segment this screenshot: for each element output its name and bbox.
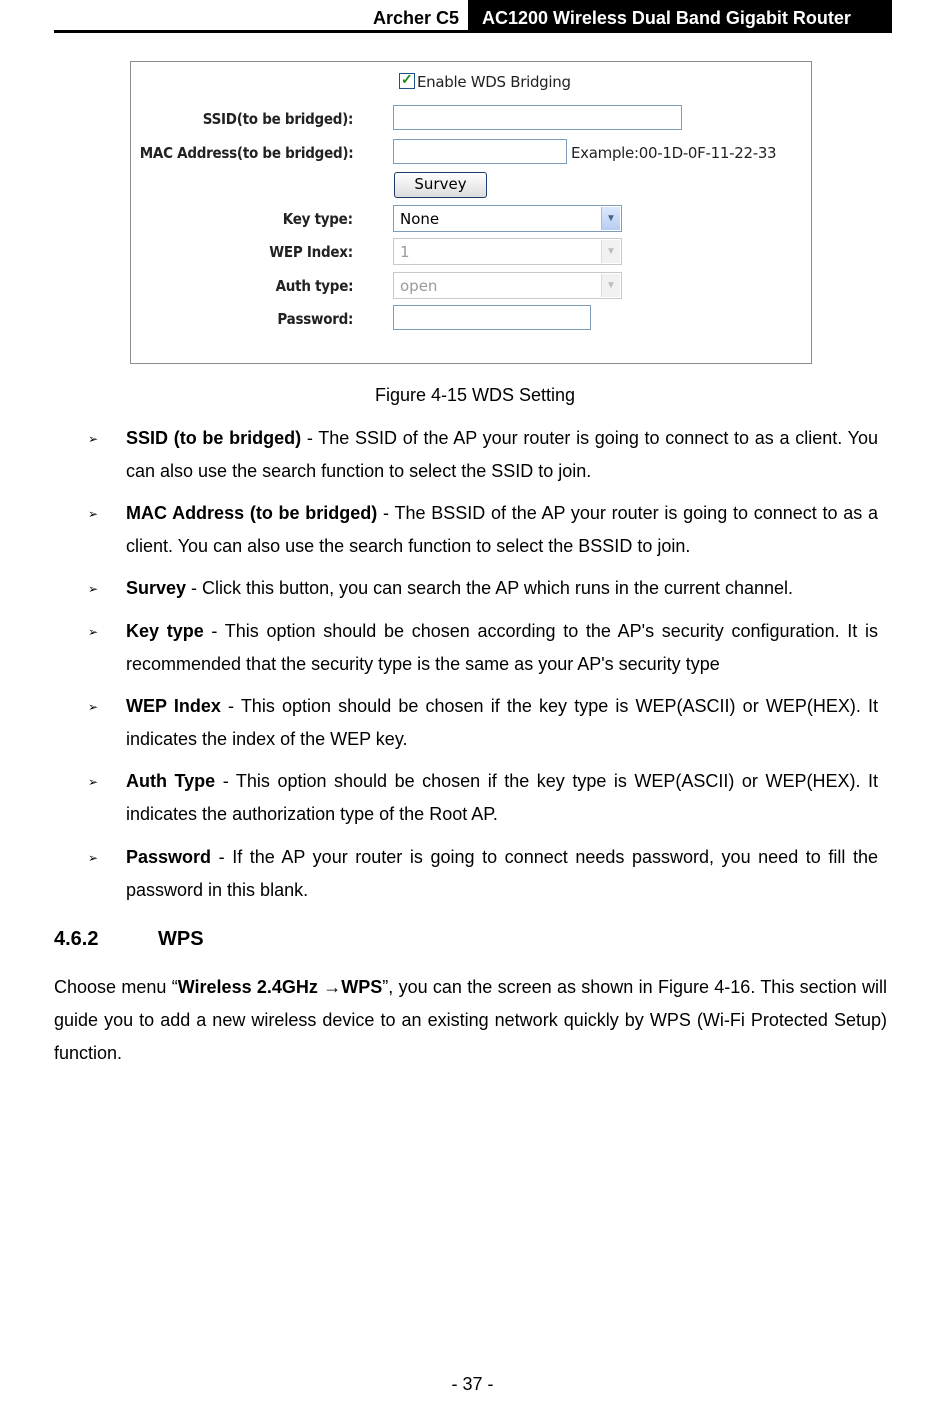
wps-intro-paragraph bbox=[54, 971, 887, 1070]
bullet-auth-type bbox=[126, 765, 878, 831]
bullet-arrow-icon: ➢ bbox=[88, 625, 99, 639]
ssid-label: SSID(to be bridged): bbox=[202, 110, 353, 128]
bullet-arrow-icon: ➢ bbox=[88, 432, 99, 446]
bullet-ssid bbox=[126, 422, 878, 488]
header-title-box bbox=[468, 0, 892, 33]
chevron-down-icon: ▼ bbox=[601, 207, 620, 230]
bullet-term: WEP Index bbox=[126, 696, 221, 716]
key-type-value: None bbox=[400, 210, 440, 228]
bullet-arrow-icon: ➢ bbox=[88, 507, 99, 521]
bullet-term: Auth Type bbox=[126, 771, 216, 791]
bullet-arrow-icon: ➢ bbox=[88, 582, 99, 596]
mac-example: Example:00-1D-0F-11-22-33 bbox=[571, 144, 777, 162]
bullet-term: Password bbox=[126, 847, 212, 867]
bullet-text: - This option should be chosen if the key type is WEP(ASCII) or WEP(HEX). It indicates the index of the WEP key. bbox=[126, 696, 878, 749]
header-title: AC1200 Wireless Dual Band Gigabit Router bbox=[482, 8, 851, 28]
bullet-wep-index bbox=[126, 690, 878, 756]
bullet-arrow-icon: ➢ bbox=[88, 851, 99, 865]
bullet-key-type bbox=[126, 615, 878, 681]
key-type-select[interactable] bbox=[393, 205, 622, 232]
bullet-text: - Click this button, you can search the AP which runs in the current channel. bbox=[186, 578, 794, 598]
bullet-term: Survey bbox=[126, 578, 187, 598]
section-title: WPS bbox=[158, 928, 204, 950]
key-type-label: Key type: bbox=[283, 210, 353, 228]
wep-index-select[interactable] bbox=[393, 238, 622, 265]
bullet-mac bbox=[126, 497, 878, 563]
password-label: Password: bbox=[277, 310, 353, 328]
mac-label: MAC Address(to be bridged): bbox=[139, 144, 353, 162]
body-suffix: ”, you can the screen as shown in Figure 4-16. This section will guide you to add a new wireless device to an existing network quickly by WPS (Wi-Fi Protected Setup) function. bbox=[54, 977, 887, 1063]
wds-settings-figure bbox=[130, 61, 812, 364]
bullet-text: - If the AP your router is going to connect needs password, you need to fill the password in this blank. bbox=[126, 847, 878, 900]
survey-button[interactable]: Survey bbox=[394, 172, 487, 198]
figure-caption: Figure 4-15 WDS Setting bbox=[374, 385, 576, 405]
bullet-text: - This option should be chosen according to the AP's security configuration. It is recommended that the security type is the same as your AP's security type bbox=[126, 621, 878, 674]
menu-path: Wireless 2.4GHz →WPS bbox=[177, 977, 383, 997]
chevron-down-icon: ▼ bbox=[601, 240, 620, 263]
page-number: - 37 - bbox=[451, 1374, 494, 1394]
enable-wds-label: Enable WDS Bridging bbox=[417, 73, 571, 91]
bullet-survey bbox=[126, 572, 878, 605]
wep-index-label: WEP Index: bbox=[269, 243, 353, 261]
bullet-term: SSID (to be bridged) bbox=[126, 428, 302, 448]
bullet-term: Key type bbox=[126, 621, 204, 641]
body-prefix: Choose menu “ bbox=[54, 977, 178, 997]
auth-type-label: Auth type: bbox=[275, 277, 353, 295]
auth-type-value: open bbox=[400, 277, 438, 295]
enable-wds-checkbox[interactable] bbox=[399, 73, 415, 89]
bullet-term: MAC Address (to be bridged) bbox=[126, 503, 378, 523]
bullet-arrow-icon: ➢ bbox=[88, 700, 99, 714]
checkmark-icon: ✓ bbox=[401, 71, 413, 87]
bullet-text: - The SSID of the AP your router is going to connect to as a client. You can also use the search function to select the SSID to join. bbox=[126, 428, 879, 481]
section-number: 4.6.2 bbox=[54, 928, 99, 950]
bullet-password bbox=[126, 841, 878, 907]
password-input[interactable] bbox=[393, 305, 591, 330]
bullet-text: - This option should be chosen if the key type is WEP(ASCII) or WEP(HEX). It indicates the authorization type of the Root AP. bbox=[126, 771, 878, 824]
mac-input[interactable] bbox=[393, 139, 567, 164]
bullet-arrow-icon: ➢ bbox=[88, 775, 99, 789]
header-model: Archer C5 bbox=[372, 8, 459, 28]
ssid-input[interactable] bbox=[393, 105, 682, 130]
auth-type-select[interactable] bbox=[393, 272, 622, 299]
page-header bbox=[54, 0, 892, 34]
chevron-down-icon: ▼ bbox=[601, 274, 620, 297]
bullet-text: - The BSSID of the AP your router is going to connect to as a client. You can also use the search function to select the BSSID to join. bbox=[126, 503, 878, 556]
wep-index-value: 1 bbox=[400, 243, 410, 261]
